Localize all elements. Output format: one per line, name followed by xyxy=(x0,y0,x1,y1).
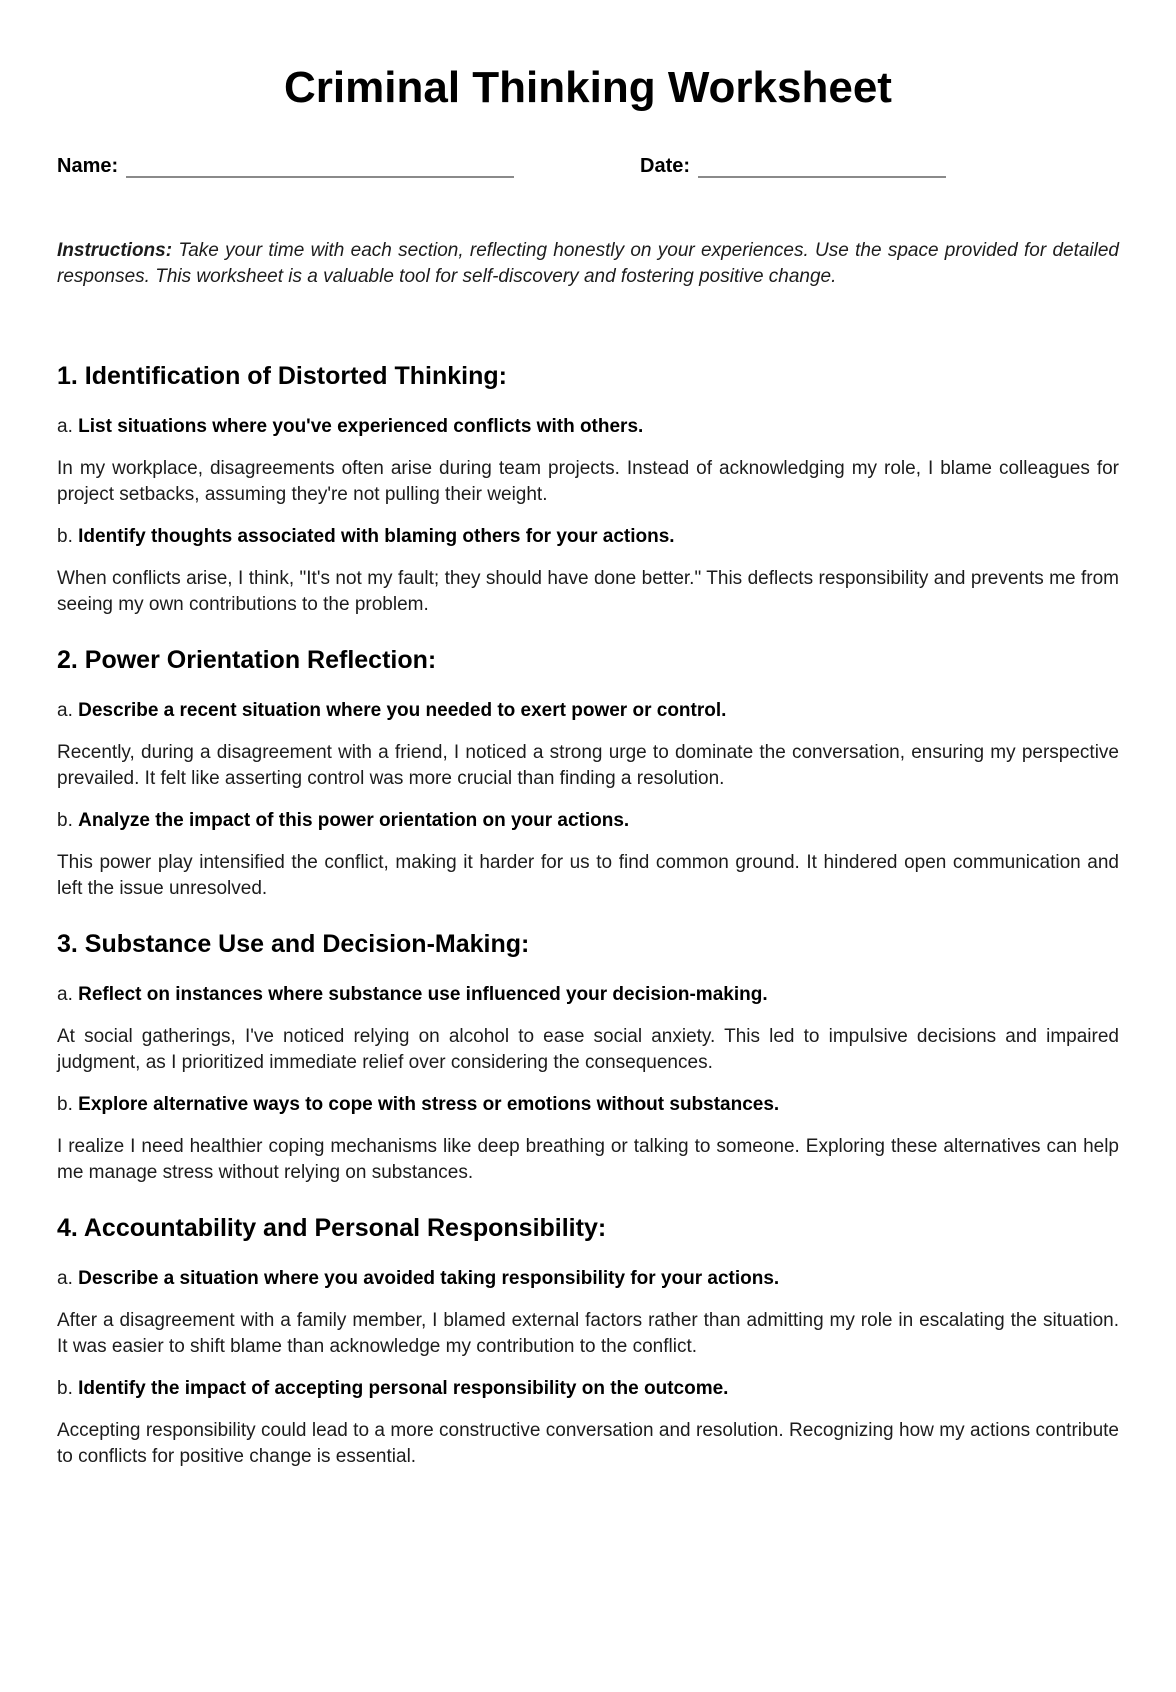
question-prefix: b. xyxy=(57,526,73,547)
answer-4b: Accepting responsibility could lead to a more constructive conversation and resolution. Recognizing how my actions contribute to conflicts for positive change is essential. xyxy=(57,1420,1119,1467)
section-identification-of-distorted-thinking xyxy=(57,360,1119,618)
page-title: Criminal Thinking Worksheet xyxy=(284,63,892,112)
instructions-text: Take your time with each section, reflecting honestly on your experiences. Use the space provided for detailed responses. This worksheet is a valuable tool for self-discovery and fostering positive change. xyxy=(57,240,1119,287)
question-prefix: b. xyxy=(57,1378,73,1399)
section-heading: 4. Accountability and Personal Responsibility: xyxy=(57,1214,607,1242)
date-label: Date: xyxy=(640,155,691,177)
section-power-orientation-reflection xyxy=(57,644,1119,902)
question-text: Describe a situation where you avoided taking responsibility for your actions. xyxy=(78,1268,780,1289)
question-prefix: a. xyxy=(57,984,73,1005)
question-prefix: b. xyxy=(57,1094,73,1115)
question-prefix: b. xyxy=(57,810,73,831)
question-3a xyxy=(57,982,1119,1008)
question-prefix: a. xyxy=(57,700,73,721)
answer-3a: At social gatherings, I've noticed relying on alcohol to ease social anxiety. This led to impulsive decisions and impaired judgment, as I prioritized immediate relief over considering the consequences. xyxy=(57,1026,1119,1073)
question-3b xyxy=(57,1092,1119,1118)
question-4a xyxy=(57,1266,1119,1292)
question-2b xyxy=(57,808,1119,834)
answer-1a: In my workplace, disagreements often arise during team projects. Instead of acknowledging my role, I blame colleagues for project setbacks, assuming they're not pulling their weight. xyxy=(57,458,1119,505)
answer-2a: Recently, during a disagreement with a friend, I noticed a strong urge to dominate the conversation, ensuring my perspective prevailed. It felt like asserting control was more crucial than finding a resolution. xyxy=(57,742,1119,789)
section-heading: 3. Substance Use and Decision-Making: xyxy=(57,930,530,958)
section-accountability-and-personal-responsibility xyxy=(57,1212,1119,1470)
answer-1b: When conflicts arise, I think, "It's not my fault; they should have done better." This deflects responsibility and prevents me from seeing my own contributions to the problem. xyxy=(57,568,1119,615)
name-field xyxy=(57,154,640,178)
answer-4a: After a disagreement with a family member, I blamed external factors rather than admitting my role in escalating the situation. It was easier to shift blame than acknowledge my contribution to the conflict. xyxy=(57,1310,1119,1357)
question-text: Reflect on instances where substance use influenced your decision-making. xyxy=(78,984,768,1005)
section-heading: 1. Identification of Distorted Thinking: xyxy=(57,362,507,390)
question-text: Identify the impact of accepting personal responsibility on the outcome. xyxy=(78,1378,729,1399)
question-2a xyxy=(57,698,1119,724)
question-prefix: a. xyxy=(57,416,73,437)
instructions-paragraph xyxy=(57,238,1119,290)
question-1b xyxy=(57,524,1119,550)
question-text: Explore alternative ways to cope with stress or emotions without substances. xyxy=(78,1094,780,1115)
instructions-label: Instructions: xyxy=(57,240,173,261)
question-text: Analyze the impact of this power orientation on your actions. xyxy=(78,810,630,831)
date-field xyxy=(640,154,946,178)
question-text: List situations where you've experienced conflicts with others. xyxy=(78,416,644,437)
answer-2b: This power play intensified the conflict, making it harder for us to find common ground. It hindered open communication and left the issue unresolved. xyxy=(57,852,1119,899)
question-text: Identify thoughts associated with blaming others for your actions. xyxy=(78,526,675,547)
section-substance-use-and-decision-making xyxy=(57,928,1119,1186)
question-1a xyxy=(57,414,1119,440)
question-text: Describe a recent situation where you needed to exert power or control. xyxy=(78,700,727,721)
name-date-row xyxy=(57,152,1119,178)
answer-3b: I realize I need healthier coping mechanisms like deep breathing or talking to someone. Exploring these alternatives can help me manage stress without relying on substances. xyxy=(57,1136,1119,1183)
question-4b xyxy=(57,1376,1119,1402)
worksheet-page xyxy=(0,62,1176,1470)
date-blank-line[interactable] xyxy=(698,158,946,178)
question-prefix: a. xyxy=(57,1268,73,1289)
section-heading: 2. Power Orientation Reflection: xyxy=(57,646,437,674)
name-label: Name: xyxy=(57,155,119,177)
name-blank-line[interactable] xyxy=(126,158,514,178)
